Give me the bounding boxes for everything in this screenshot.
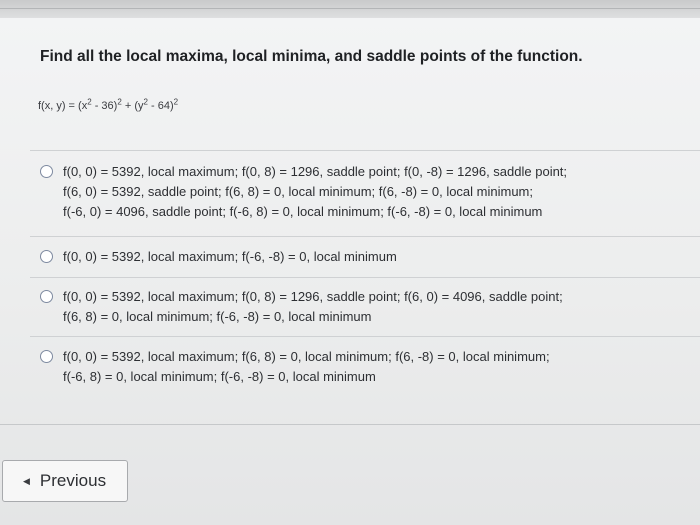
options-top-divider — [30, 150, 700, 151]
option-2-text — [63, 247, 397, 267]
answer-option-2[interactable] — [40, 247, 680, 267]
formula-lhs: f(x, y) = — [38, 100, 79, 112]
formula-part-1: (x — [78, 100, 88, 112]
option-divider-2 — [30, 277, 700, 278]
options-bottom-divider — [0, 424, 700, 425]
radio-button-option-3[interactable] — [40, 290, 53, 303]
formula-part-3: + (y — [121, 100, 144, 112]
answer-option-3[interactable] — [40, 287, 680, 327]
option-divider-1 — [30, 236, 700, 237]
question-sheet — [0, 18, 700, 525]
top-strip — [0, 0, 700, 18]
radio-button-option-1[interactable] — [40, 165, 53, 178]
function-formula — [38, 97, 179, 112]
triangle-left-icon: ◀ — [23, 475, 30, 486]
radio-button-option-4[interactable] — [40, 350, 53, 363]
previous-button-label: Previous — [39, 471, 107, 490]
option-4-line-2: f(-6, 8) = 0, local minimum; f(-6, -8) = 0, local minimum — [63, 369, 376, 384]
question-title: Find all the local maxima, local minima, and saddle points of the function. — [40, 48, 583, 65]
formula-exponent-3: 2 — [143, 97, 148, 107]
option-4-text — [63, 347, 550, 387]
formula-exponent-4: 2 — [173, 97, 179, 107]
answer-option-4[interactable] — [40, 347, 680, 387]
radio-button-option-2[interactable] — [40, 250, 53, 263]
answer-option-1[interactable] — [40, 162, 680, 222]
option-1-text — [63, 162, 567, 222]
formula-part-4: - 64) — [147, 100, 174, 112]
previous-button[interactable] — [2, 460, 128, 502]
option-3-text — [63, 287, 563, 327]
option-2-line-1: f(0, 0) = 5392, local maximum; f(-6, -8) = 0, local minimum — [63, 249, 397, 264]
formula-exponent-2: 2 — [117, 97, 122, 107]
option-1-line-2: f(6, 0) = 5392, saddle point; f(6, 8) = 0, local minimum; f(6, -8) = 0, local minimum; — [63, 184, 533, 199]
option-divider-3 — [30, 336, 700, 337]
option-3-line-1: f(0, 0) = 5392, local maximum; f(0, 8) = 1296, saddle point; f(6, 0) = 4096, saddle point; — [63, 289, 563, 304]
formula-exponent-1: 2 — [87, 97, 92, 107]
option-1-line-3: f(-6, 0) = 4096, saddle point; f(-6, 8) = 0, local minimum; f(-6, -8) = 0, local minimum — [63, 204, 543, 219]
top-divider — [0, 8, 700, 9]
option-4-line-1: f(0, 0) = 5392, local maximum; f(6, 8) = 0, local minimum; f(6, -8) = 0, local minimum; — [63, 349, 550, 364]
option-3-line-2: f(6, 8) = 0, local minimum; f(-6, -8) = 0, local minimum — [63, 309, 372, 324]
formula-part-2: - 36) — [91, 100, 118, 112]
option-1-line-1: f(0, 0) = 5392, local maximum; f(0, 8) = 1296, saddle point; f(0, -8) = 1296, saddle point; — [63, 164, 568, 179]
